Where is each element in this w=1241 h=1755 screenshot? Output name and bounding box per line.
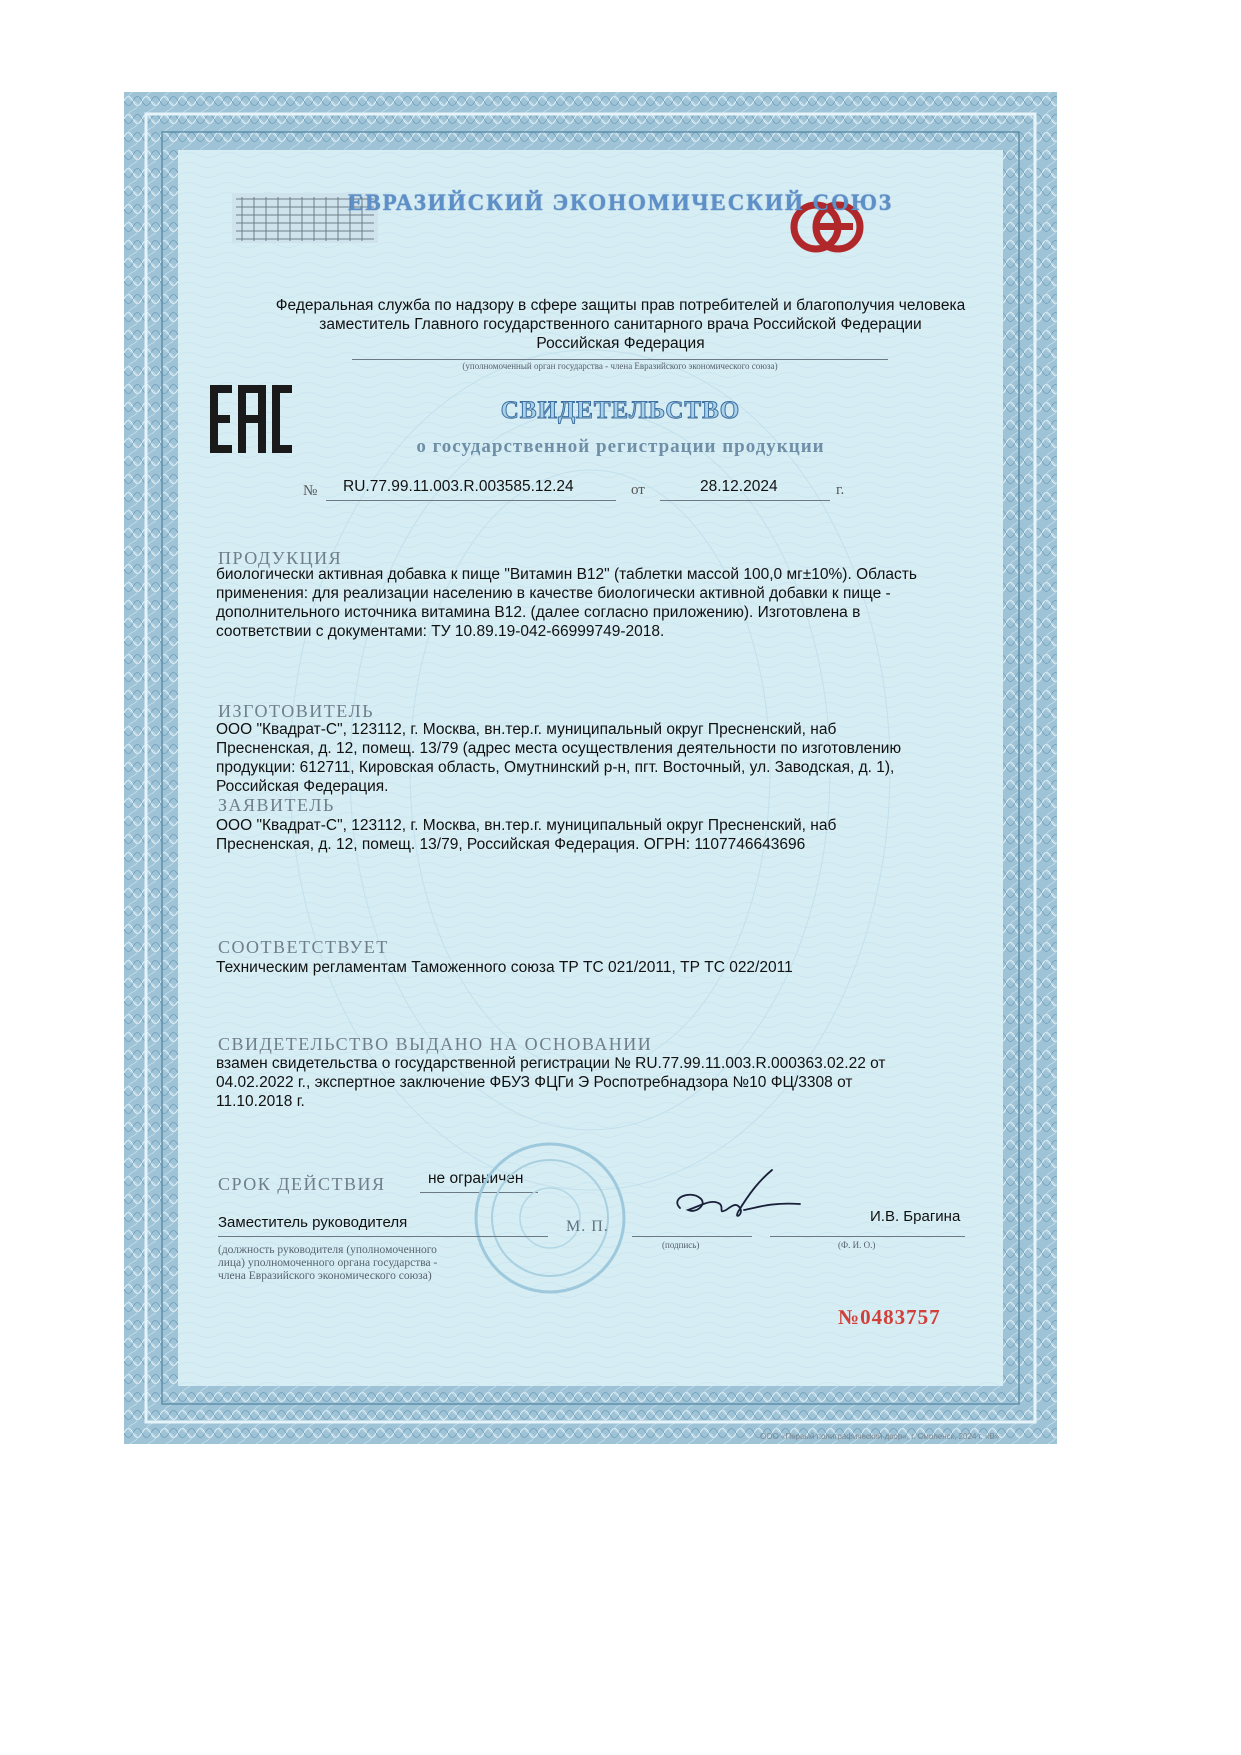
signature-caption: (подпись) xyxy=(662,1240,700,1250)
position-caption xyxy=(218,1244,437,1283)
signer-position: Заместитель руководителя xyxy=(218,1214,408,1231)
certificate-subtitle: о государственной регистрации продукции xyxy=(416,436,825,457)
date-label: от xyxy=(631,482,645,498)
validity-heading: СРОК ДЕЙСТВИЯ xyxy=(218,1174,386,1194)
basis-line: взамен свидетельства о государственной регистрации № RU.77.99.11.003.R.000363.02.22 от xyxy=(216,1055,886,1072)
basis-line: 11.10.2018 г. xyxy=(216,1093,305,1110)
manufacturer-heading: ИЗГОТОВИТЕЛЬ xyxy=(218,701,375,721)
manufacturer-text xyxy=(216,720,976,796)
authority-line-3: Российская Федерация xyxy=(536,335,705,352)
conformity-line: Техническим регламентам Таможенного союза ТР ТС 021/2011, ТР ТС 022/2011 xyxy=(216,959,793,976)
applicant-text xyxy=(216,816,976,854)
authority-line-2: заместитель Главного государственного санитарного врача Российской Федерации xyxy=(319,316,922,333)
union-name: ЕВРАЗИЙСКИЙ ЭКОНОМИЧЕСКИЙ СОЮЗ xyxy=(347,190,894,215)
date-underline xyxy=(660,500,830,501)
product-line: применения: для реализации населению в качестве биологически активной добавки к пище - xyxy=(216,585,891,602)
applicant-line: ООО "Квадрат-С", 123112, г. Москва, вн.тер.г. муниципальный округ Пресненский, наб xyxy=(216,817,837,834)
applicant-heading: ЗАЯВИТЕЛЬ xyxy=(218,795,335,815)
signature-underline xyxy=(632,1236,752,1237)
registration-number: RU.77.99.11.003.R.003585.12.24 xyxy=(343,478,574,495)
serial-number: №0483757 xyxy=(838,1305,941,1329)
basis-line: 04.02.2022 г., экспертное заключение ФБУЗ ФЦГи Э Роспотребнадзора №10 ФЦ/3308 от xyxy=(216,1074,853,1091)
applicant-line: Пресненская, д. 12, помещ. 13/79, Российская Федерация. ОГРН: 1107746643696 xyxy=(216,836,806,853)
basis-heading: СВИДЕТЕЛЬСТВО ВЫДАНО НА ОСНОВАНИИ xyxy=(218,1034,653,1054)
manufacturer-line: Российская Федерация. xyxy=(216,778,389,795)
product-line: биологически активная добавка к пище "Витамин В12" (таблетки массой 100,0 мг±10%). Область xyxy=(216,566,917,583)
product-line: соответствии с документами: ТУ 10.89.19-042-66999749-2018. xyxy=(216,623,665,640)
manufacturer-line: ООО "Квадрат-С", 123112, г. Москва, вн.тер.г. муниципальный округ Пресненский, наб xyxy=(216,721,837,738)
authority-line-1: Федеральная служба по надзору в сфере защиты прав потребителей и благополучия человека xyxy=(275,297,966,314)
authority-caption: (уполномоченный орган государства - члена Евразийского экономического союза) xyxy=(462,361,778,371)
authority-underline xyxy=(352,359,888,360)
position-caption-line: (должность руководителя (уполномоченного xyxy=(218,1244,437,1256)
stamp-place: М. П. xyxy=(566,1218,609,1235)
handwritten-signature-icon xyxy=(660,1168,805,1230)
number-label: № xyxy=(303,483,318,499)
printer-note: ООО «Первый полиграфический двор», г. Смоленск, 2024 г. «В» xyxy=(760,1432,1000,1441)
conformity-text xyxy=(216,958,976,977)
validity-value: не ограничен xyxy=(428,1170,524,1187)
position-caption-line: лица) уполномоченного органа государства - xyxy=(218,1257,438,1269)
basis-text xyxy=(216,1054,976,1111)
certificate-title: СВИДЕТЕЛЬСТВО xyxy=(500,397,741,424)
manufacturer-line: продукции: 612711, Кировская область, Омутнинский р-н, пгт. Восточный, ул. Заводская, д. 1), xyxy=(216,759,895,776)
name-underline xyxy=(770,1236,965,1237)
conformity-heading: СООТВЕТСТВУЕТ xyxy=(218,937,389,957)
product-line: дополнительного источника витамина В12. (далее согласно приложению). Изготовлена в xyxy=(216,604,861,621)
product-heading: ПРОДУКЦИЯ xyxy=(218,548,343,568)
registration-date: 28.12.2024 xyxy=(700,478,778,495)
product-text xyxy=(216,565,976,641)
position-underline xyxy=(218,1236,548,1237)
number-underline xyxy=(326,500,616,501)
manufacturer-line: Пресненская, д. 12, помещ. 13/79 (адрес места осуществления деятельности по изготовлению xyxy=(216,740,902,757)
name-caption: (Ф. И. О.) xyxy=(838,1240,876,1250)
position-caption-line: члена Евразийского экономического союза) xyxy=(218,1270,432,1282)
year-suffix: г. xyxy=(836,482,845,498)
signer-name: И.В. Брагина xyxy=(870,1208,961,1225)
